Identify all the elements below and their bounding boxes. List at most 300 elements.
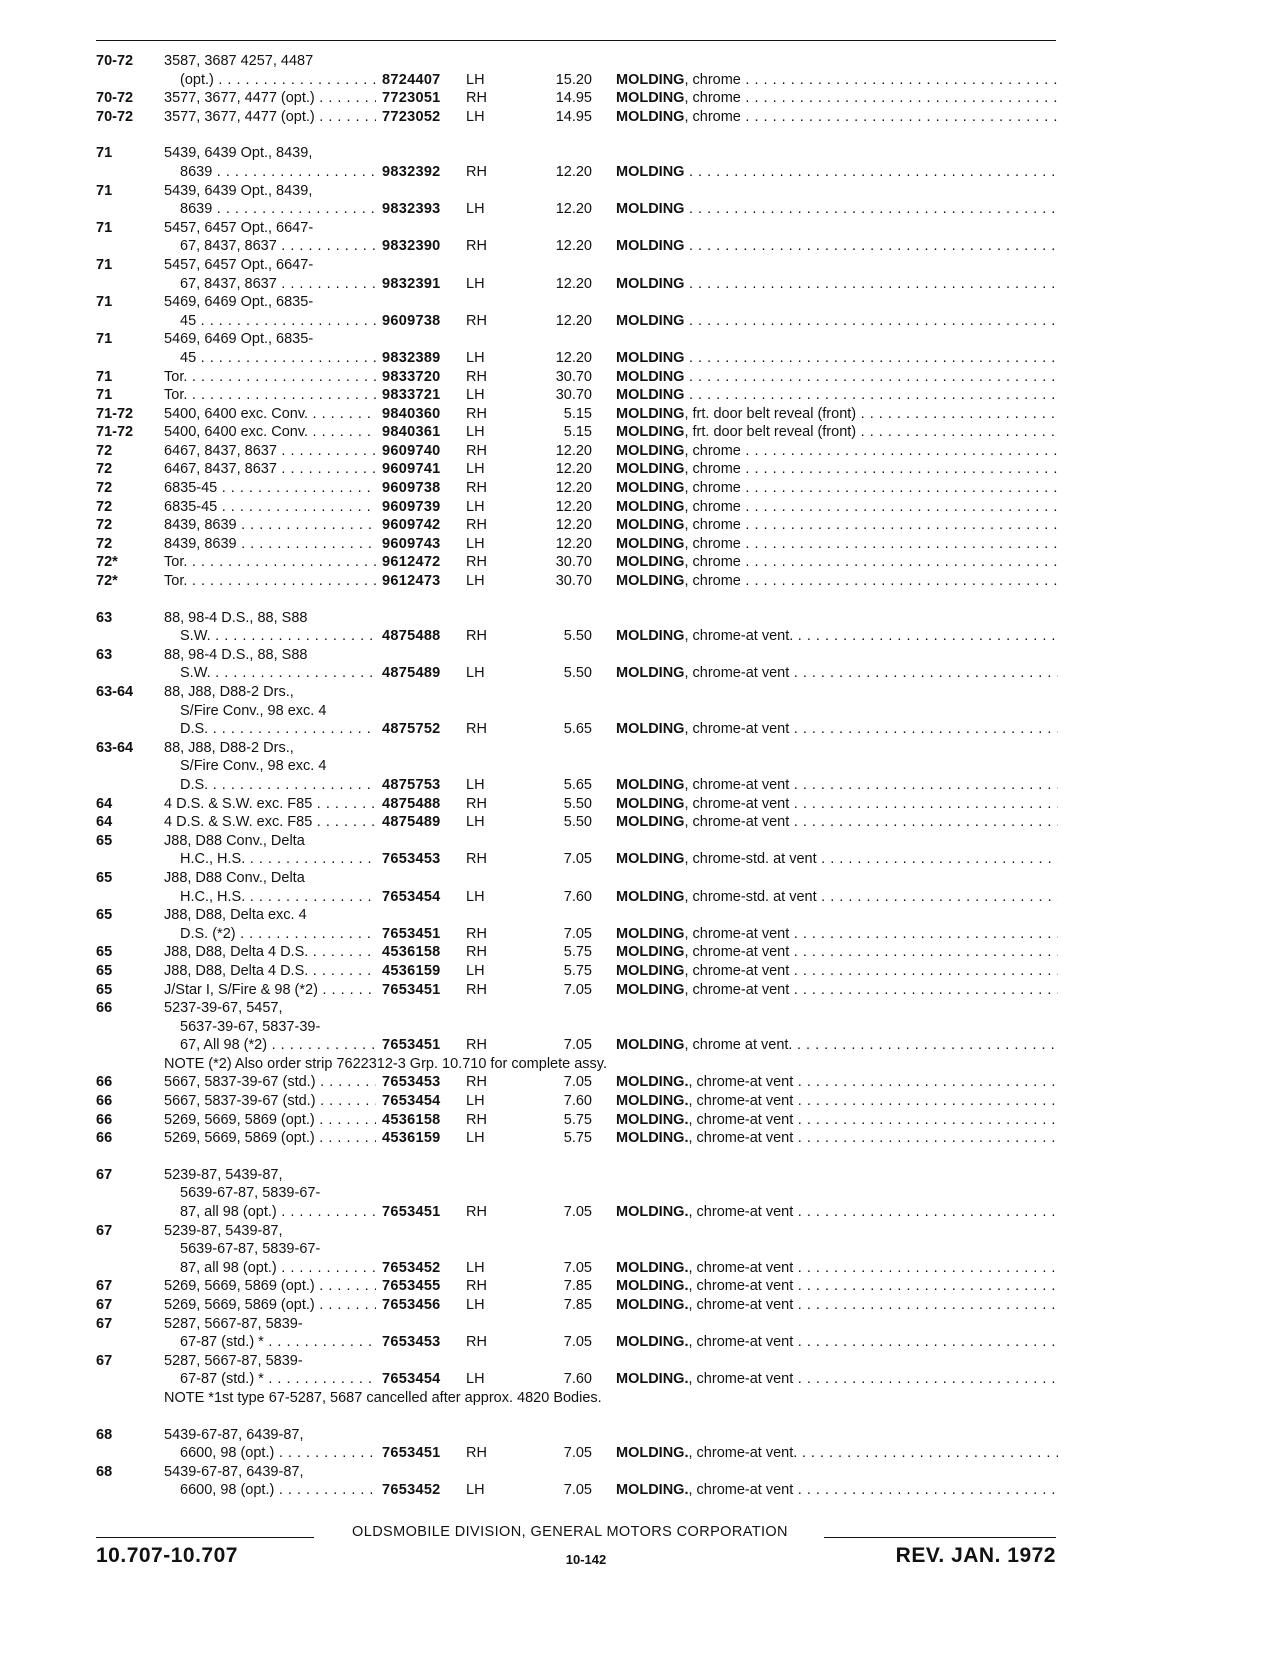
- page-footer: [96, 1520, 1058, 1630]
- catalog-note: NOTE *1st type 67-5287, 5687 cancelled after approx. 4820 Bodies.: [164, 1389, 602, 1406]
- catalog-entry: [96, 89, 1058, 108]
- catalog-entry: [96, 182, 1058, 219]
- entry-line: [96, 832, 1058, 851]
- description-name: MOLDING: [616, 554, 685, 571]
- description-name: MOLDING: [616, 851, 685, 868]
- catalog-entry: [96, 293, 1058, 330]
- model-numbers: 45 . . .: [180, 349, 376, 368]
- side-code: LH: [466, 962, 485, 979]
- catalog-entry: [96, 1166, 1058, 1222]
- part-number: 9609739: [382, 498, 441, 515]
- description-name: MOLDING: [616, 776, 685, 793]
- description-name: MOLDING: [616, 424, 685, 441]
- side-code: LH: [466, 201, 485, 218]
- description-detail: , chrome: [684, 108, 741, 125]
- description-detail: , chrome-at vent: [684, 795, 790, 812]
- side-code: LH: [466, 461, 485, 478]
- part-description: [616, 516, 1058, 535]
- footer-rule-left: [96, 1537, 314, 1538]
- description-detail: , chrome-at vent: [688, 1278, 794, 1295]
- list-price: 7.05: [563, 1259, 592, 1276]
- model-numbers: 5639-67-87, 5839-67-: [180, 1185, 321, 1202]
- model-numbers: 5400, 6400 exc. Conv. . . .: [164, 423, 376, 442]
- catalog-entry: [96, 869, 1058, 906]
- side-code: RH: [466, 517, 487, 534]
- part-number: 7653451: [382, 981, 441, 998]
- part-number: 9609741: [382, 461, 441, 478]
- entry-line: [96, 405, 1058, 424]
- model-year: 72: [96, 461, 113, 478]
- list-price: 5.15: [563, 405, 592, 422]
- model-numbers: 5469, 6469 Opt., 6835-: [164, 294, 314, 311]
- part-number: 9833720: [382, 368, 441, 385]
- list-price: 12.20: [555, 238, 592, 255]
- entry-line: [96, 1277, 1058, 1296]
- part-description: [616, 962, 1058, 981]
- model-year: 66: [96, 1130, 113, 1147]
- model-year: 64: [96, 814, 113, 831]
- description-detail: , chrome-at vent: [688, 1111, 794, 1128]
- description-detail: , frt. door belt reveal (front): [684, 405, 857, 422]
- part-number: 7653453: [382, 1334, 441, 1351]
- part-number: 4875488: [382, 795, 441, 812]
- side-code: LH: [466, 665, 485, 682]
- model-numbers: 5457, 6457 Opt., 6647-: [164, 256, 314, 273]
- description-name: MOLDING.: [616, 1482, 689, 1499]
- description-name: MOLDING: [616, 275, 685, 292]
- part-description: [616, 553, 1058, 572]
- part-number: 4536159: [382, 962, 441, 979]
- entry-line: [96, 609, 1058, 628]
- part-number: 9832392: [382, 163, 441, 180]
- side-code: LH: [466, 1297, 485, 1313]
- part-description: [616, 89, 1058, 108]
- part-number: 7653453: [382, 1074, 441, 1091]
- model-year: 72: [96, 498, 113, 515]
- catalog-entry: [96, 683, 1058, 739]
- model-numbers: Tor. . . .: [164, 553, 376, 572]
- side-code: RH: [466, 368, 487, 385]
- model-year: 66: [96, 1000, 113, 1017]
- entry-line: [96, 330, 1058, 349]
- model-year: 67: [96, 1222, 113, 1239]
- model-numbers: 5269, 5669, 5869 (opt.) . . .: [164, 1277, 376, 1296]
- catalog-entry: [96, 516, 1058, 535]
- part-number: 7723051: [382, 90, 441, 107]
- entry-line: [96, 1129, 1058, 1148]
- model-numbers: 88, J88, D88-2 Drs.,: [164, 684, 294, 700]
- description-detail: , chrome: [684, 498, 741, 515]
- model-numbers: 5239-87, 5439-87,: [164, 1222, 283, 1239]
- model-year: 71: [96, 256, 113, 273]
- side-code: RH: [466, 1111, 487, 1128]
- description-name: MOLDING.: [616, 1445, 689, 1462]
- entry-line: [96, 1092, 1058, 1111]
- list-price: 14.95: [555, 108, 592, 125]
- catalog-entry: [96, 1296, 1058, 1315]
- description-name: MOLDING: [616, 981, 685, 998]
- description-name: MOLDING: [616, 201, 685, 218]
- description-name: MOLDING: [616, 238, 685, 255]
- list-price: 7.05: [563, 851, 592, 868]
- part-description: [616, 460, 1058, 479]
- description-name: MOLDING.: [616, 1093, 689, 1110]
- list-price: 7.60: [563, 1093, 592, 1110]
- catalog-entry: [96, 981, 1058, 1000]
- model-numbers: S/Fire Conv., 98 exc. 4: [180, 702, 327, 719]
- entry-line: [96, 553, 1058, 572]
- part-description: [616, 1259, 1058, 1278]
- part-number: 9833721: [382, 387, 441, 404]
- description-name: MOLDING: [616, 795, 685, 812]
- description-detail: , chrome-at vent: [684, 665, 790, 682]
- catalog-entry: [96, 646, 1058, 683]
- model-numbers: Tor. . . .: [164, 386, 376, 405]
- entry-line: [96, 1463, 1058, 1482]
- model-numbers: J88, D88 Conv., Delta: [164, 832, 305, 849]
- side-code: RH: [466, 1037, 487, 1054]
- entry-line: [96, 368, 1058, 387]
- model-year: 63: [96, 646, 113, 663]
- list-price: 15.20: [555, 71, 592, 88]
- part-number: 9832389: [382, 349, 441, 366]
- entry-line: [96, 776, 1058, 795]
- model-numbers: J/Star I, S/Fire & 98 (*2) . . .: [164, 981, 376, 1000]
- catalog-entry: [96, 1315, 1058, 1352]
- model-year: 72: [96, 480, 113, 497]
- part-number: 9609738: [382, 480, 441, 497]
- entry-line: [96, 739, 1058, 758]
- part-number: 7653451: [382, 1204, 441, 1221]
- model-numbers: 6600, 98 (opt.) . . .: [180, 1444, 376, 1463]
- model-numbers: 5667, 5837-39-67 (std.) . . .: [164, 1092, 376, 1111]
- model-numbers: 6835-45 . . .: [164, 498, 376, 517]
- model-numbers: 3587, 3687 4257, 4487: [164, 53, 314, 69]
- entry-line: [96, 813, 1058, 832]
- catalog-entry: [96, 1073, 1058, 1092]
- model-numbers: J88, D88 Conv., Delta: [164, 869, 305, 886]
- model-year: 68: [96, 1426, 113, 1443]
- catalog-entry: [96, 572, 1058, 591]
- side-code: RH: [466, 851, 487, 868]
- model-numbers: 88, 98-4 D.S., 88, S88: [164, 646, 308, 663]
- description-detail: , chrome-std. at vent: [684, 851, 817, 868]
- description-name: MOLDING.: [616, 1111, 689, 1128]
- entry-line: [96, 999, 1058, 1018]
- part-description: [616, 405, 1058, 424]
- entry-line: [96, 1259, 1058, 1278]
- description-detail: , chrome-at vent: [684, 814, 790, 831]
- description-detail: , chrome-at vent: [688, 1259, 794, 1276]
- catalog-entry: [96, 1129, 1058, 1148]
- model-numbers: 87, all 98 (opt.) . . .: [180, 1203, 376, 1222]
- entry-line: [96, 572, 1058, 591]
- entry-line: [96, 962, 1058, 981]
- list-price: 7.05: [563, 1334, 592, 1351]
- description-name: MOLDING: [616, 665, 685, 682]
- side-code: RH: [466, 238, 487, 255]
- model-year: 64: [96, 795, 113, 812]
- entry-line: [96, 720, 1058, 739]
- part-description: [616, 163, 1058, 182]
- description-name: MOLDING: [616, 535, 685, 552]
- part-number: 8724407: [382, 71, 441, 88]
- part-description: [616, 71, 1058, 90]
- description-detail: , chrome-at vent: [684, 721, 790, 738]
- description-detail: , chrome-at vent: [688, 1371, 794, 1388]
- entry-line: [96, 1240, 1058, 1259]
- side-code: RH: [466, 981, 487, 998]
- model-numbers: D.S. (*2) . . .: [180, 925, 376, 944]
- model-numbers: 67, 8437, 8637 . . .: [180, 275, 376, 294]
- catalog-entry: [96, 442, 1058, 461]
- part-number: 4875753: [382, 776, 441, 793]
- entry-line: [96, 850, 1058, 869]
- model-numbers: 5667, 5837-39-67 (std.) . . .: [164, 1073, 376, 1092]
- entry-line: [96, 498, 1058, 517]
- model-numbers: S.W. . . .: [180, 664, 376, 683]
- description-name: MOLDING: [616, 480, 685, 497]
- part-description: [616, 237, 1058, 256]
- entry-line: [96, 1166, 1058, 1185]
- entry-line: [96, 1203, 1058, 1222]
- catalog-entry: [96, 423, 1058, 442]
- part-number: 9612473: [382, 573, 441, 590]
- list-price: 7.05: [563, 1204, 592, 1221]
- model-numbers: 67-87 (std.) * . . .: [180, 1333, 376, 1352]
- part-description: [616, 943, 1058, 962]
- part-description: [616, 888, 1058, 907]
- entry-line: [96, 795, 1058, 814]
- side-code: LH: [466, 888, 485, 905]
- model-year: 72*: [96, 573, 118, 590]
- model-numbers: S/Fire Conv., 98 exc. 4: [180, 758, 327, 775]
- description-detail: , chrome-at vent: [684, 981, 790, 998]
- list-price: 12.20: [555, 461, 592, 478]
- model-numbers: 67, All 98 (*2) . . .: [180, 1036, 376, 1055]
- list-price: 7.05: [563, 1074, 592, 1091]
- model-numbers: J88, D88, Delta 4 D.S. . . .: [164, 962, 376, 981]
- catalog-entry: [96, 52, 1058, 89]
- part-description: [616, 1444, 1058, 1463]
- description-name: MOLDING.: [616, 1278, 689, 1295]
- side-code: RH: [466, 554, 487, 571]
- catalog-entry: [96, 999, 1058, 1055]
- side-code: RH: [466, 925, 487, 942]
- part-description: [616, 1036, 1058, 1055]
- part-number: 4875489: [382, 814, 441, 831]
- list-price: 7.60: [563, 1371, 592, 1388]
- model-year: 70-72: [96, 90, 134, 107]
- model-numbers: 3577, 3677, 4477 (opt.) . . .: [164, 108, 376, 127]
- description-name: MOLDING: [616, 90, 685, 107]
- part-description: [616, 813, 1058, 832]
- model-numbers: 5639-67-87, 5839-67-: [180, 1241, 321, 1258]
- model-numbers: 5239-87, 5439-87,: [164, 1166, 283, 1183]
- model-year: 65: [96, 944, 113, 961]
- list-price: 5.75: [563, 1111, 592, 1128]
- catalog-entry: [96, 962, 1058, 981]
- part-number: 7653452: [382, 1259, 441, 1276]
- entry-line: [96, 460, 1058, 479]
- side-code: LH: [466, 1093, 485, 1110]
- model-year: 67: [96, 1297, 113, 1313]
- part-description: [616, 108, 1058, 127]
- entry-line: [96, 1222, 1058, 1241]
- model-numbers: 6835-45 . . .: [164, 479, 376, 498]
- catalog-entry: [96, 368, 1058, 387]
- part-description: [616, 795, 1058, 814]
- description-name: MOLDING.: [616, 1130, 689, 1147]
- side-code: LH: [466, 573, 485, 590]
- description-detail: , chrome: [684, 554, 741, 571]
- model-year: 71: [96, 182, 113, 199]
- model-numbers: Tor. . . .: [164, 572, 376, 591]
- entry-line: [96, 664, 1058, 683]
- description-detail: , chrome-at vent: [688, 1074, 794, 1091]
- part-number: 7653453: [382, 851, 441, 868]
- description-name: MOLDING: [616, 498, 685, 515]
- model-numbers: 8439, 8639 . . .: [164, 516, 376, 535]
- list-price: 5.75: [563, 962, 592, 979]
- model-numbers: 67-87 (std.) * . . .: [180, 1370, 376, 1389]
- description-detail: , chrome-at vent: [688, 1093, 794, 1110]
- entry-line: [96, 1426, 1058, 1445]
- description-detail: , chrome: [684, 90, 741, 107]
- catalog-entry: [96, 219, 1058, 256]
- part-description: [616, 368, 1058, 387]
- model-numbers: D.S. . . .: [180, 776, 376, 795]
- side-code: LH: [466, 275, 485, 292]
- footer-page-number: 10-142: [565, 1552, 607, 1567]
- list-price: 7.60: [563, 888, 592, 905]
- description-name: MOLDING: [616, 944, 685, 961]
- entry-line: [96, 1018, 1058, 1037]
- side-code: LH: [466, 1259, 485, 1276]
- model-numbers: 88, J88, D88-2 Drs.,: [164, 739, 294, 756]
- list-price: 7.05: [563, 981, 592, 998]
- model-year: 72: [96, 517, 113, 534]
- list-price: 12.20: [555, 480, 592, 497]
- description-name: MOLDING: [616, 962, 685, 979]
- model-year: 70-72: [96, 108, 134, 125]
- entry-line: [96, 627, 1058, 646]
- model-numbers: 5637-39-67, 5837-39-: [180, 1018, 321, 1035]
- description-detail: , chrome-at vent.: [684, 628, 794, 645]
- part-number: 7653456: [382, 1297, 441, 1313]
- entry-line: [96, 71, 1058, 90]
- part-number: 7653455: [382, 1278, 441, 1295]
- part-number: 7653454: [382, 1371, 441, 1388]
- part-description: [616, 981, 1058, 1000]
- entry-line: [96, 702, 1058, 721]
- entry-line: [96, 386, 1058, 405]
- list-price: 30.70: [555, 368, 592, 385]
- description-detail: , chrome: [684, 517, 741, 534]
- description-detail: , chrome: [684, 480, 741, 497]
- model-year: 72: [96, 535, 113, 552]
- entry-line: [96, 52, 1058, 71]
- entry-line: [96, 256, 1058, 275]
- model-year: 71-72: [96, 405, 134, 422]
- side-code: RH: [466, 1334, 487, 1351]
- description-detail: , chrome-std. at vent: [684, 888, 817, 905]
- list-price: 5.50: [563, 665, 592, 682]
- part-description: [616, 275, 1058, 294]
- model-numbers: 87, all 98 (opt.) . . .: [180, 1259, 376, 1278]
- description-name: MOLDING: [616, 814, 685, 831]
- model-numbers: 5269, 5669, 5869 (opt.) . . .: [164, 1111, 376, 1130]
- entry-line: [96, 442, 1058, 461]
- part-number: 9840361: [382, 424, 441, 441]
- description-detail: , chrome: [684, 573, 741, 590]
- description-detail: , chrome-at vent: [688, 1334, 794, 1351]
- model-year: 71: [96, 331, 113, 348]
- entry-line: [96, 182, 1058, 201]
- parts-catalog-table: [96, 52, 1058, 1500]
- description-detail: , chrome: [684, 442, 741, 459]
- part-number: 4875752: [382, 721, 441, 738]
- part-description: [616, 1073, 1058, 1092]
- list-price: 30.70: [555, 554, 592, 571]
- footer-section-number: 10.707-10.707: [96, 1544, 238, 1567]
- list-price: 12.20: [555, 201, 592, 218]
- model-numbers: 4 D.S. & S.W. exc. F85 . . .: [164, 795, 376, 814]
- catalog-entry: [96, 943, 1058, 962]
- description-name: MOLDING.: [616, 1259, 689, 1276]
- entry-line: [96, 1073, 1058, 1092]
- part-description: [616, 850, 1058, 869]
- model-numbers: 5269, 5669, 5869 (opt.) . . .: [164, 1129, 376, 1148]
- catalog-entry: [96, 553, 1058, 572]
- list-price: 5.50: [563, 814, 592, 831]
- catalog-entry: [96, 832, 1058, 869]
- part-description: [616, 1277, 1058, 1296]
- list-price: 5.75: [563, 1130, 592, 1147]
- catalog-entry: [96, 535, 1058, 554]
- part-number: 7653452: [382, 1482, 441, 1499]
- entry-line: [96, 1444, 1058, 1463]
- description-name: MOLDING: [616, 925, 685, 942]
- part-description: [616, 423, 1058, 442]
- entry-line: [96, 981, 1058, 1000]
- list-price: 12.20: [555, 163, 592, 180]
- part-number: 4536158: [382, 944, 441, 961]
- part-description: [616, 925, 1058, 944]
- entry-line: [96, 906, 1058, 925]
- footer-organization: OLDSMOBILE DIVISION, GENERAL MOTORS CORPORATION: [352, 1524, 788, 1540]
- entry-line: [96, 108, 1058, 127]
- model-numbers: 8439, 8639 . . .: [164, 535, 376, 554]
- list-price: 7.05: [563, 1037, 592, 1054]
- part-description: [616, 627, 1058, 646]
- catalog-entry: [96, 405, 1058, 424]
- model-numbers: (opt.) . . .: [180, 71, 376, 90]
- side-code: LH: [466, 424, 485, 441]
- description-detail: , chrome: [684, 461, 741, 478]
- side-code: RH: [466, 721, 487, 738]
- model-year: 63: [96, 609, 113, 626]
- part-description: [616, 349, 1058, 368]
- side-code: LH: [466, 1371, 485, 1388]
- description-name: MOLDING: [616, 349, 685, 366]
- description-detail: , chrome-at vent: [684, 944, 790, 961]
- list-price: 7.05: [563, 1482, 592, 1499]
- model-numbers: 6467, 8437, 8637 . . .: [164, 460, 376, 479]
- list-price: 7.05: [563, 1445, 592, 1462]
- description-detail: , chrome: [684, 71, 741, 88]
- side-code: RH: [466, 442, 487, 459]
